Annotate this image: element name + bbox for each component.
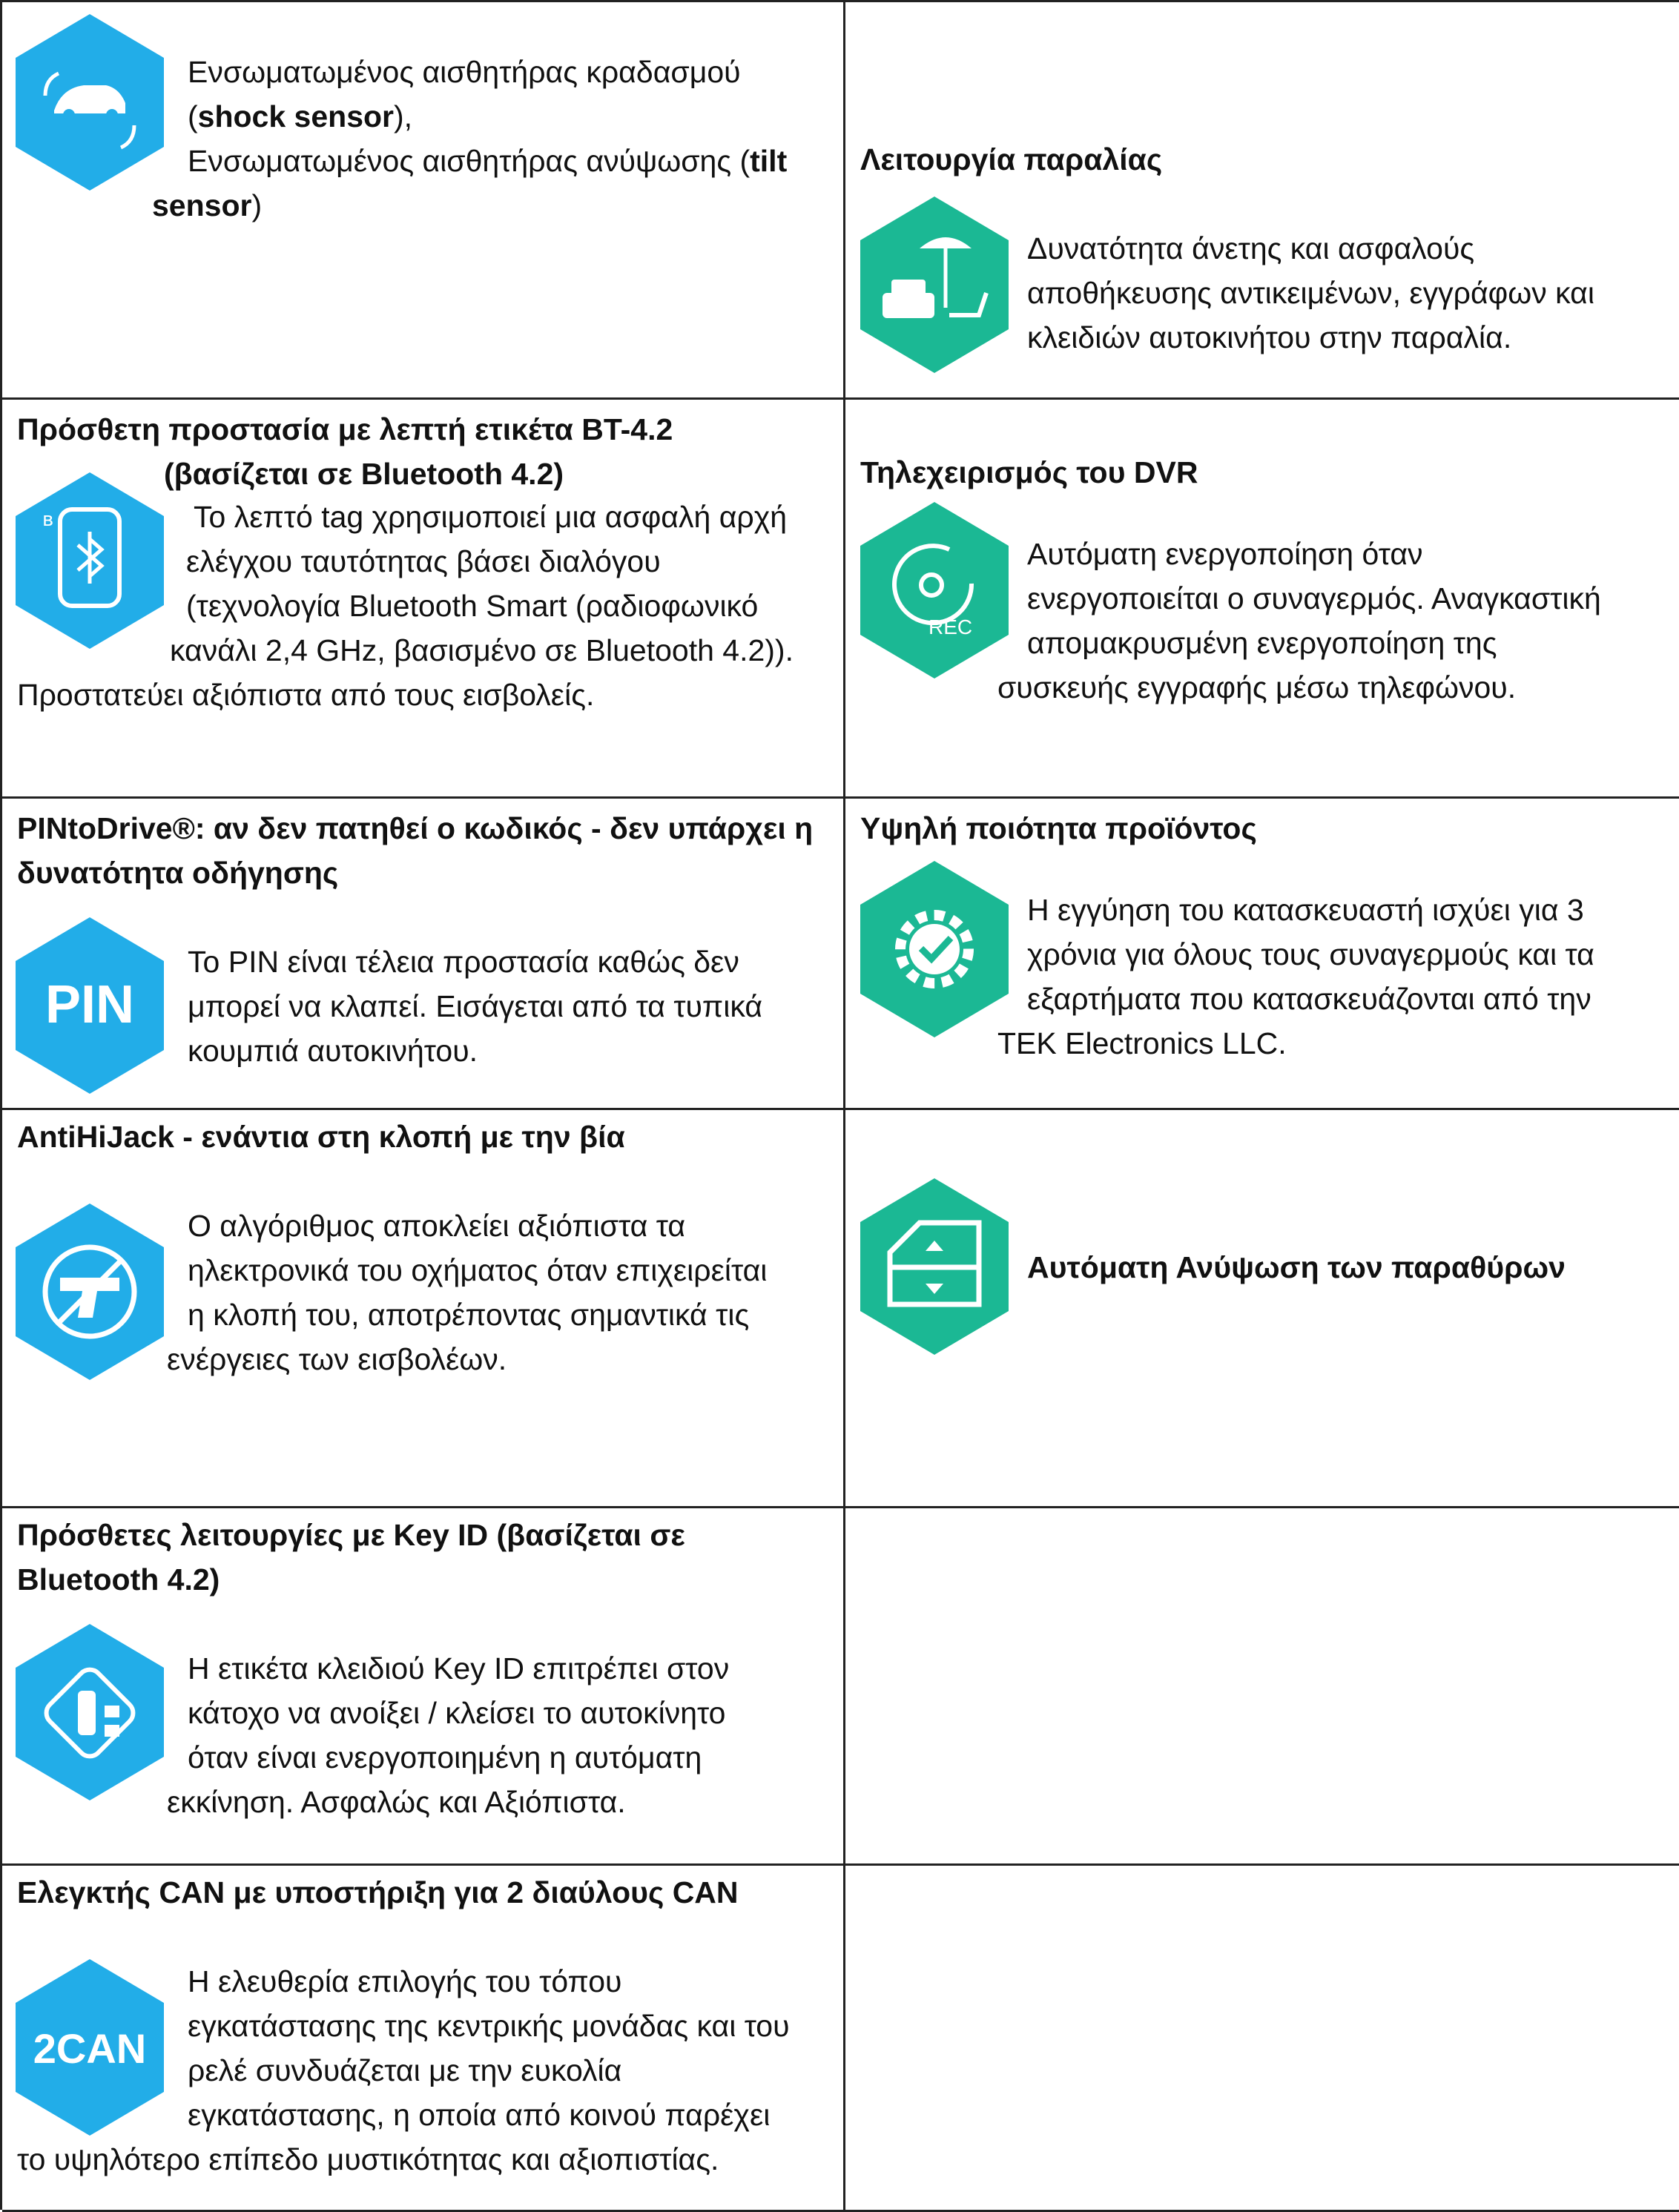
car-shock-icon (16, 14, 164, 191)
can-line-2: εγκατάστασης της κεντρικής μονάδας και του (188, 2009, 790, 2043)
bt-tag-line-2: ελέγχου ταυτότητας βάσει διαλόγου (186, 544, 661, 578)
dvr-title: Τηλεχειρισμός του DVR (860, 455, 1198, 489)
dvr-line-3: απομακρυσμένη ενεργοποίηση της (1027, 626, 1497, 660)
can-line-3: ρελέ συνδυάζεται με την ευκολία (188, 2053, 622, 2087)
bt-tag-line-1: Το λεπτό tag χρησιμοποιεί μια ασφαλή αρχή (194, 500, 788, 534)
shock-line-2: (shock sensor), (188, 99, 413, 133)
beach-umbrella-car-icon (860, 197, 1009, 373)
keyid-line-1: Η ετικέτα κλειδιού Key ID επιτρέπει στον (188, 1651, 730, 1686)
cell-beach-mode (845, 2, 1679, 400)
cell-window-lift (845, 1110, 1679, 1508)
keyid-line-4: εκκίνηση. Ασφαλώς και Αξιόπιστα. (167, 1785, 626, 1819)
pin-line-3: κουμπιά αυτοκινήτου. (188, 1034, 478, 1068)
dvr-line-4: συσκευής εγγραφής μέσω τηλεφώνου. (997, 670, 1517, 704)
quality-title: Υψηλή ποιότητα προϊόντος (860, 811, 1257, 845)
cell-pintodrive (2, 799, 845, 1110)
tilt-line-1: Ενσωματωμένος αισθητήρας ανύψωσης (tilt (188, 144, 788, 178)
can-title: Ελεγκτής CAN με υποστήριξη για 2 διαύλους CAN (17, 1875, 739, 1909)
quality-line-1: Η εγγύηση του κατασκευαστή ισχύει για 3 (1027, 893, 1584, 927)
key-id-icon (16, 1624, 164, 1800)
cell-shock-sensor (2, 2, 845, 400)
quality-line-3: εξαρτήματα που κατασκευάζονται από την (1027, 982, 1591, 1016)
keyid-line-3: όταν είναι ενεργοποιημένη η αυτόματη (188, 1740, 702, 1774)
gear-check-icon (860, 861, 1009, 1037)
pin-line-2: μπορεί να κλαπεί. Εισάγεται από τα τυπικά (188, 989, 763, 1023)
pin-icon (16, 917, 164, 1094)
quality-line-4: TEK Electronics LLC. (997, 1026, 1287, 1060)
svg-text:PIN: PIN (44, 975, 135, 1034)
cell-antihijack (2, 1110, 845, 1508)
keyid-title-1: Πρόσθετες λειτουργίες με Key ID (βασίζεται σε (17, 1518, 685, 1552)
bt-tag-title-2: (βασίζεται σε Bluetooth 4.2) (164, 457, 564, 491)
bt-tag-line-3: (τεχνολογία Bluetooth Smart (ραδιοφωνικό (186, 589, 759, 623)
cell-empty-2 (845, 1866, 1679, 2212)
beach-line-2: αποθήκευσης αντικειμένων, εγγράφων και (1027, 276, 1594, 310)
cell-bt-tag (2, 400, 845, 799)
svg-text:ʙ: ʙ (42, 509, 54, 531)
antihijack-line-1: Ο αλγόριθμος αποκλείει αξιόπιστα τα (188, 1209, 686, 1243)
two-can-icon (16, 1959, 164, 2136)
cell-empty-1 (845, 1508, 1679, 1866)
cell-dvr (845, 400, 1679, 799)
bt-tag-title-1: Πρόσθετη προστασία με λεπτή ετικέτα BT-4.2 (17, 412, 673, 446)
quality-line-2: χρόνια για όλους τους συναγερμούς και τα (1027, 937, 1594, 971)
bt-tag-line-5: Προστατεύει αξιόπιστα από τους εισβολείς. (17, 678, 595, 712)
window-lift-title: Αυτόματη Ανύψωση των παραθύρων (1027, 1250, 1566, 1284)
cell-quality (845, 799, 1679, 1110)
tilt-line-2: sensor) (152, 188, 263, 222)
dvr-line-1: Αυτόματη ενεργοποίηση όταν (1027, 537, 1423, 571)
keyid-line-2: κάτοχο να ανοίξει / κλείσει το αυτοκίνητο (188, 1696, 726, 1730)
antihijack-title: AntiHiJack - ενάντια στη κλοπή με την βία (17, 1120, 625, 1154)
bt-tag-line-4: κανάλι 2,4 GHz, βασισμένο σε Bluetooth 4.2)). (170, 633, 794, 667)
keyid-title-2: Bluetooth 4.2) (17, 1562, 220, 1597)
antihijack-line-2: ηλεκτρονικά του οχήματος όταν επιχειρείται (188, 1253, 768, 1287)
cell-can (2, 1866, 845, 2212)
beach-line-3: κλειδιών αυτοκινήτου στην παραλία. (1027, 320, 1512, 354)
dvr-line-2: ενεργοποιείται ο συναγερμός. Αναγκαστική (1027, 581, 1601, 615)
can-line-1: Η ελευθερία επιλογής του τόπου (188, 1964, 622, 1998)
pin-line-1: Το PIN είναι τέλεια προστασία καθώς δεν (188, 945, 739, 979)
rec-icon (860, 502, 1009, 679)
antihijack-line-3: η κλοπή του, αποτρέποντας σημαντικά τις (188, 1298, 750, 1332)
cell-key-id (2, 1508, 845, 1866)
bluetooth-tag-icon (16, 472, 164, 649)
antihijack-line-4: ενέργειες των εισβολέων. (167, 1342, 507, 1376)
shock-line-1: Ενσωματωμένος αισθητήρας κραδασμού (188, 55, 741, 89)
no-gun-icon (16, 1204, 164, 1380)
can-line-4: εγκατάστασης, η οποία από κοινού παρέχει (188, 2098, 771, 2132)
window-lift-icon (860, 1178, 1009, 1355)
beach-line-1: Δυνατότητα άνετης και ασφαλούς (1027, 231, 1475, 265)
can-line-5: το υψηλότερο επίπεδο μυστικότητας και αξιοπιστίας. (17, 2142, 719, 2176)
pin-title-2: δυνατότητα οδήγησης (17, 856, 339, 890)
pin-title-1: PINtoDrive®: αν δεν πατηθεί ο κωδικός - δεν υπάρχει η (17, 811, 814, 845)
beach-title: Λειτουργία παραλίας (860, 142, 1163, 176)
svg-text:REC: REC (928, 615, 973, 638)
svg-text:2CAN: 2CAN (33, 2025, 147, 2072)
